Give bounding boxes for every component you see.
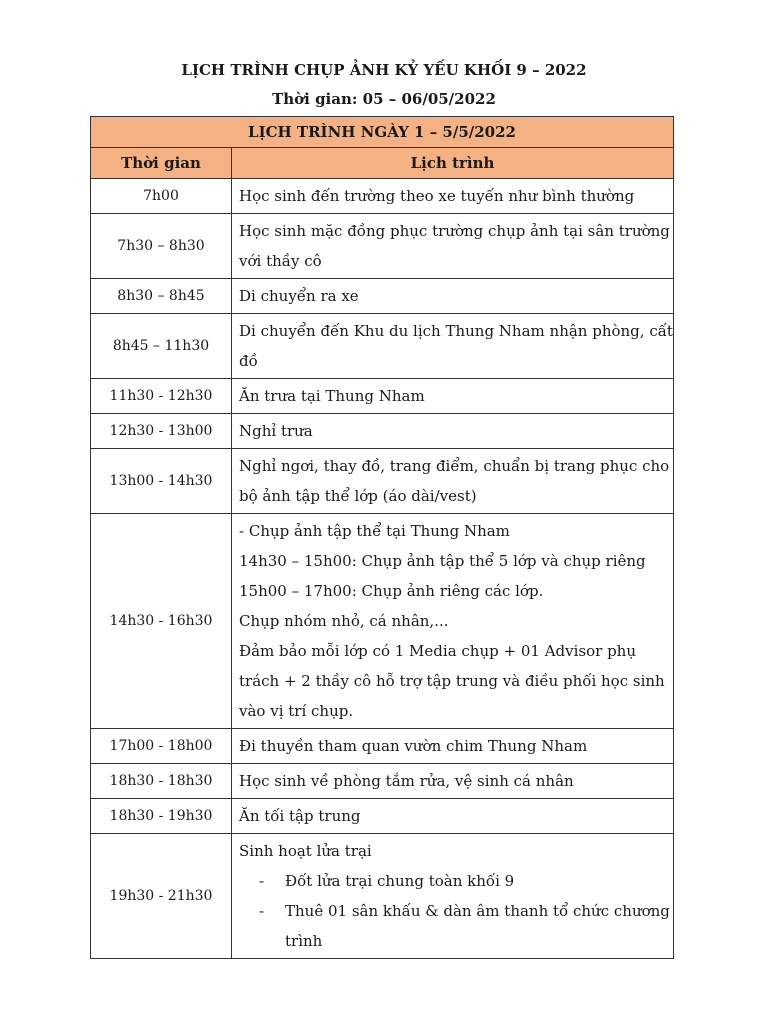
schedule-line: Ăn trưa tại Thung Nham xyxy=(239,387,425,405)
table-row xyxy=(91,214,674,279)
time-cell: 11h30 - 12h30 xyxy=(91,379,232,414)
schedule-line: 14h30 – 15h00: Chụp ảnh tập thể 5 lớp và chụp riêng xyxy=(239,552,646,570)
day-header-row xyxy=(91,117,674,148)
schedule-line: Học sinh về phòng tắm rửa, vệ sinh cá nhân xyxy=(239,772,574,790)
schedule-intro: Sinh hoạt lửa trại xyxy=(239,842,372,860)
schedule-cell xyxy=(232,799,674,834)
time-cell: 12h30 - 13h00 xyxy=(91,414,232,449)
time-cell: 18h30 - 18h30 xyxy=(91,764,232,799)
column-header-time: Thời gian xyxy=(91,148,232,179)
schedule-line: Đảm bảo mỗi lớp có 1 Media chụp + 01 Advisor phụ trách + 2 thầy cô hỗ trợ tập trung và điều phối học sinh vào vị trí chụp. xyxy=(239,642,665,720)
time-cell: 19h30 - 21h30 xyxy=(91,834,232,959)
subitem-text: Đốt lửa trại chung toàn khối 9 xyxy=(285,872,515,890)
schedule-line: Nghỉ trưa xyxy=(239,422,313,440)
schedule-line: Ăn tối tập trung xyxy=(239,807,361,825)
time-cell: 7h30 – 8h30 xyxy=(91,214,232,279)
time-cell: 8h30 – 8h45 xyxy=(91,279,232,314)
bullet-dash: - xyxy=(259,902,265,920)
schedule-cell xyxy=(232,214,674,279)
schedule-cell xyxy=(232,834,674,959)
time-cell: 18h30 - 19h30 xyxy=(91,799,232,834)
day-header: LỊCH TRÌNH NGÀY 1 – 5/5/2022 xyxy=(91,117,674,148)
column-header-schedule: Lịch trình xyxy=(232,148,674,179)
table-row xyxy=(91,449,674,514)
table-row xyxy=(91,799,674,834)
schedule-line: Chụp nhóm nhỏ, cá nhân,... xyxy=(239,612,449,630)
schedule-cell xyxy=(232,179,674,214)
schedule-line: 15h00 – 17h00: Chụp ảnh riêng các lớp. xyxy=(239,582,544,600)
schedule-line: Di chuyển ra xe xyxy=(239,287,359,305)
schedule-cell xyxy=(232,764,674,799)
table-row xyxy=(91,279,674,314)
schedule-line: Nghỉ ngơi, thay đồ, trang điểm, chuẩn bị trang phục cho bộ ảnh tập thể lớp (áo dài/vest) xyxy=(239,457,670,505)
document-subtitle: Thời gian: 05 – 06/05/2022 xyxy=(272,90,496,108)
time-cell: 7h00 xyxy=(91,179,232,214)
document-title: LỊCH TRÌNH CHỤP ẢNH KỶ YẾU KHỐI 9 – 2022 xyxy=(181,61,587,79)
schedule-line: Di chuyển đến Khu du lịch Thung Nham nhận phòng, cất đồ xyxy=(239,322,673,370)
schedule-line: - Chụp ảnh tập thể tại Thung Nham xyxy=(239,522,510,540)
schedule-cell xyxy=(232,514,674,729)
schedule-subitem xyxy=(239,896,673,956)
table-row xyxy=(91,379,674,414)
schedule-cell xyxy=(232,729,674,764)
schedule-subitem xyxy=(239,866,673,896)
schedule-cell xyxy=(232,414,674,449)
schedule-cell xyxy=(232,449,674,514)
time-cell: 13h00 - 14h30 xyxy=(91,449,232,514)
schedule-table xyxy=(90,116,674,959)
schedule-line: Đi thuyền tham quan vườn chim Thung Nham xyxy=(239,737,588,755)
table-row xyxy=(91,179,674,214)
subitem-text: Thuê 01 sân khấu & dàn âm thanh tổ chức chương trình xyxy=(285,902,670,950)
schedule-line: Học sinh đến trường theo xe tuyến như bình thường xyxy=(239,187,635,205)
time-cell: 14h30 - 16h30 xyxy=(91,514,232,729)
table-row xyxy=(91,729,674,764)
table-row xyxy=(91,514,674,729)
schedule-cell xyxy=(232,279,674,314)
column-header-row xyxy=(91,148,674,179)
table-row xyxy=(91,834,674,959)
schedule-line: Học sinh mặc đồng phục trường chụp ảnh tại sân trường với thầy cô xyxy=(239,222,670,270)
time-cell: 17h00 - 18h00 xyxy=(91,729,232,764)
table-row xyxy=(91,314,674,379)
schedule-cell xyxy=(232,314,674,379)
table-row xyxy=(91,764,674,799)
schedule-cell xyxy=(232,379,674,414)
time-cell: 8h45 – 11h30 xyxy=(91,314,232,379)
table-row xyxy=(91,414,674,449)
bullet-dash: - xyxy=(259,872,265,890)
